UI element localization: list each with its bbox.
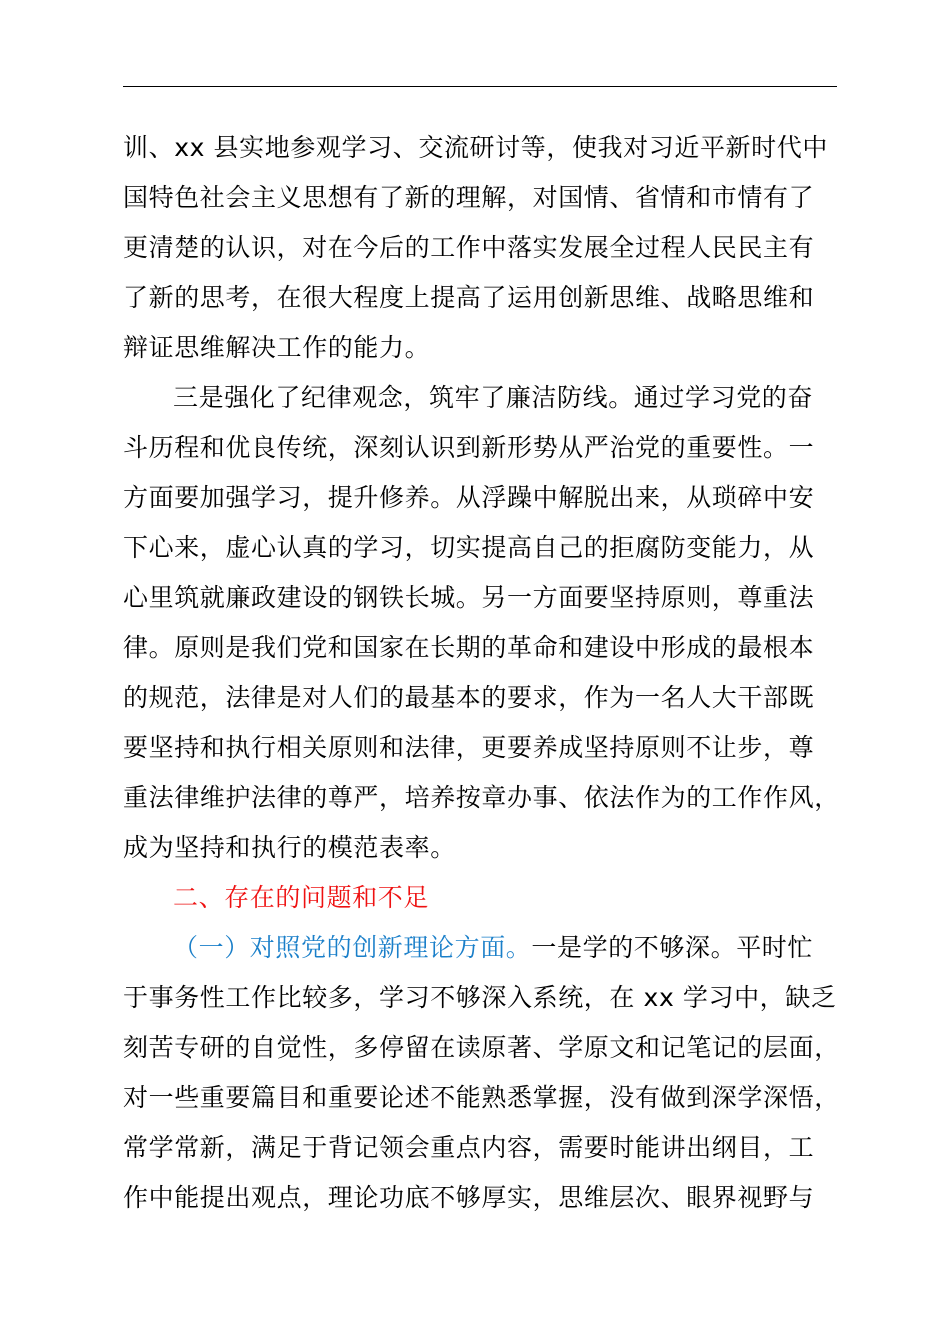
text-line: 三是强化了纪律观念，筑牢了廉洁防线。通过学习党的奋 bbox=[173, 383, 814, 412]
text-line: 对一些重要篇目和重要论述不能熟悉掌握，没有做到深学深悟， bbox=[123, 1083, 840, 1112]
text-line: 国特色社会主义思想有了新的理解，对国情、省情和市情有了 bbox=[123, 183, 815, 212]
text-line: 更清楚的认识，对在今后的工作中落实发展全过程人民民主有 bbox=[123, 233, 815, 262]
text-line: 重法律维护法律的尊严，培养按章办事、依法作为的工作作风， bbox=[123, 783, 840, 812]
text-line: 于事务性工作比较多，学习不够深入系统，在 xx 学习中，缺乏 bbox=[123, 983, 837, 1012]
text-line: 斗历程和优良传统，深刻认识到新形势从严治党的重要性。一 bbox=[123, 433, 815, 462]
text-line: 辩证思维解决工作的能力。 bbox=[123, 333, 431, 362]
paragraph-continuation bbox=[123, 123, 843, 373]
text-line: 训、xx 县实地参观学习、交流研讨等，使我对习近平新时代中 bbox=[123, 133, 828, 162]
subheading: （一）对照党的创新理论方面。 bbox=[173, 933, 532, 962]
text-line: 方面要加强学习，提升修养。从浮躁中解脱出来，从琐碎中安 bbox=[123, 483, 815, 512]
section-heading: 二、存在的问题和不足 bbox=[173, 883, 430, 912]
text-line: 心里筑就廉政建设的钢铁长城。另一方面要坚持原则，尊重法 bbox=[123, 583, 815, 612]
text-line: 要坚持和执行相关原则和法律，更要养成坚持原则不让步，尊 bbox=[123, 733, 815, 762]
text-line: 下心来，虚心认真的学习，切实提高自己的拒腐防变能力，从 bbox=[123, 533, 815, 562]
paragraph-theory bbox=[123, 923, 843, 1223]
text-line: 了新的思考，在很大程度上提高了运用创新思维、战略思维和 bbox=[123, 283, 815, 312]
text-line: 刻苦专研的自觉性，多停留在读原著、学原文和记笔记的层面， bbox=[123, 1033, 840, 1062]
text-run: 一是学的不够深。平时忙 bbox=[531, 933, 814, 962]
text-line bbox=[123, 923, 843, 973]
text-line: 成为坚持和执行的模范表率。 bbox=[123, 833, 456, 862]
document-body bbox=[123, 123, 843, 1223]
text-line: 的规范，法律是对人们的最基本的要求，作为一名人大干部既 bbox=[123, 683, 815, 712]
text-line: 作中能提出观点，理论功底不够厚实，思维层次、眼界视野与 bbox=[123, 1183, 815, 1212]
text-line: 常学常新，满足于背记领会重点内容，需要时能讲出纲目，工 bbox=[123, 1133, 815, 1162]
header-rule bbox=[123, 86, 837, 87]
text-line: 律。原则是我们党和国家在长期的革命和建设中形成的最根本 bbox=[123, 633, 815, 662]
paragraph-discipline bbox=[123, 373, 843, 873]
